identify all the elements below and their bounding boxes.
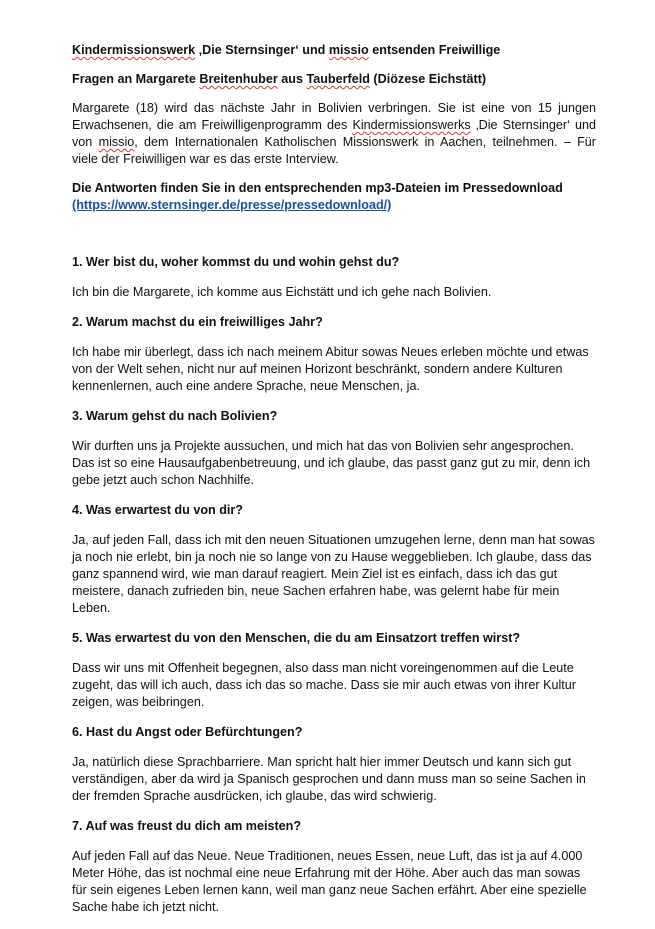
title-part: missio <box>328 43 369 57</box>
document-subtitle <box>72 71 596 88</box>
question-heading: 2. Warum machst du ein freiwilliges Jahr? <box>72 315 323 329</box>
question-heading: 7. Auf was freust du dich am meisten? <box>72 819 302 833</box>
title-part: entsenden Freiwillige <box>368 43 501 57</box>
subtitle-part: aus <box>277 72 307 86</box>
qa-list <box>72 254 596 916</box>
answer-paragraph: Wir durften uns ja Projekte aussuchen, und mich hat das von Bolivien sehr angesprochen. Das ist so eine Hausaufgabenbetreuung, und ich glaube, das passt ganz gut zu mir, denn ich gebe jetzt auch schon Nachhilfe. <box>72 439 591 487</box>
answer-paragraph: Auf jeden Fall auf das Neue. Neue Traditionen, neues Essen, neue Luft, das ist ja auf 4.000 Meter Höhe, das ist nochmal eine neue Erfahrung mit der Höhe. Aber auch das man sowas für sein eigenes Leben lernen kann, weil man ganz neue Sachen erfährt. Aber eine spezielle Sache habe ich jetzt nicht. <box>72 849 587 914</box>
subtitle-part: Breitenhuber <box>199 72 278 86</box>
intro-paragraph <box>72 100 596 168</box>
subtitle-part: Fragen an Margarete <box>72 72 200 86</box>
title-part: Kindermissionswerk <box>72 43 196 57</box>
answer-paragraph: Ja, auf jeden Fall, dass ich mit den neuen Situationen umzugehen lerne, denn man hat sowas ja noch nie erlebt, bin ja noch nie so lange von zu Hause weggeblieben. Ich glaube, dass das ganz spannend wird, wie man darauf reagiert. Mein Ziel ist es einfach, dass ich das gut meistere, danach zufrieden bin, neue Sachen erfahren habe, was gelernt habe für mein Leben. <box>72 533 595 615</box>
pressedownload-link[interactable]: (https://www.sternsinger.de/presse/pressedownload/) <box>72 198 392 212</box>
question-heading: 4. Was erwartest du von dir? <box>72 503 243 517</box>
download-note <box>72 180 596 214</box>
question-heading: 6. Hast du Angst oder Befürchtungen? <box>72 725 303 739</box>
answer-paragraph: Ich bin die Margarete, ich komme aus Eichstätt und ich gehe nach Bolivien. <box>72 285 492 299</box>
answer-paragraph: Dass wir uns mit Offenheit begegnen, also dass man nicht voreingenommen auf die Leute zugeht, das will ich auch, dass ich das so mache. Dass sie mir auch etwas von ihrer Kultur zeigen, was beibringen. <box>72 661 576 709</box>
subtitle-part: Tauberfeld <box>306 72 370 86</box>
answer-paragraph: Ich habe mir überlegt, dass ich nach meinem Abitur sowas Neues erleben möchte und etwas von der Welt sehen, nicht nur auf meinen Horizont beschränkt, sondern andere Kulturen kennenlernen, auch eine andere Sprache, neue Menschen, ja. <box>72 345 589 393</box>
intro-part: ‚Die Sternsinger‘ und von <box>72 118 597 149</box>
document-title <box>72 42 596 59</box>
download-note-text: Die Antworten finden Sie in den entsprechenden mp3-Dateien im Pressedownload <box>72 181 563 195</box>
question-heading: 1. Wer bist du, woher kommst du und wohin gehst du? <box>72 255 400 269</box>
title-part: ‚Die Sternsinger‘ und <box>195 43 329 57</box>
answer-paragraph: Ja, natürlich diese Sprachbarriere. Man spricht halt hier immer Deutsch und kann sich gut verständigen, aber da wird ja Spanisch gesprochen und dann muss man so seine Sachen in der fremden Sprache ausdrücken, ich glaube, das wird schwierig. <box>72 755 586 803</box>
document-page <box>72 42 596 929</box>
question-heading: 5. Was erwartest du von den Menschen, die du am Einsatzort treffen wirst? <box>72 631 521 645</box>
subtitle-part: (Diözese Eichstätt) <box>369 72 487 86</box>
intro-part: , dem Internationalen Katholischen Missionswerk in Aachen, teilnehmen. – Für viele der Freiwilligen war es das erste Interview. <box>72 135 596 166</box>
intro-part: Kindermissionswerks <box>352 118 471 132</box>
intro-part: Margarete (18) wird das nächste Jahr in Bolivien verbringen. Sie ist eine von 15 jungen Erwachsenen, die am Freiwilligenprogramm des <box>72 101 596 132</box>
intro-part: missio <box>98 135 135 149</box>
question-heading: 3. Warum gehst du nach Bolivien? <box>72 409 278 423</box>
